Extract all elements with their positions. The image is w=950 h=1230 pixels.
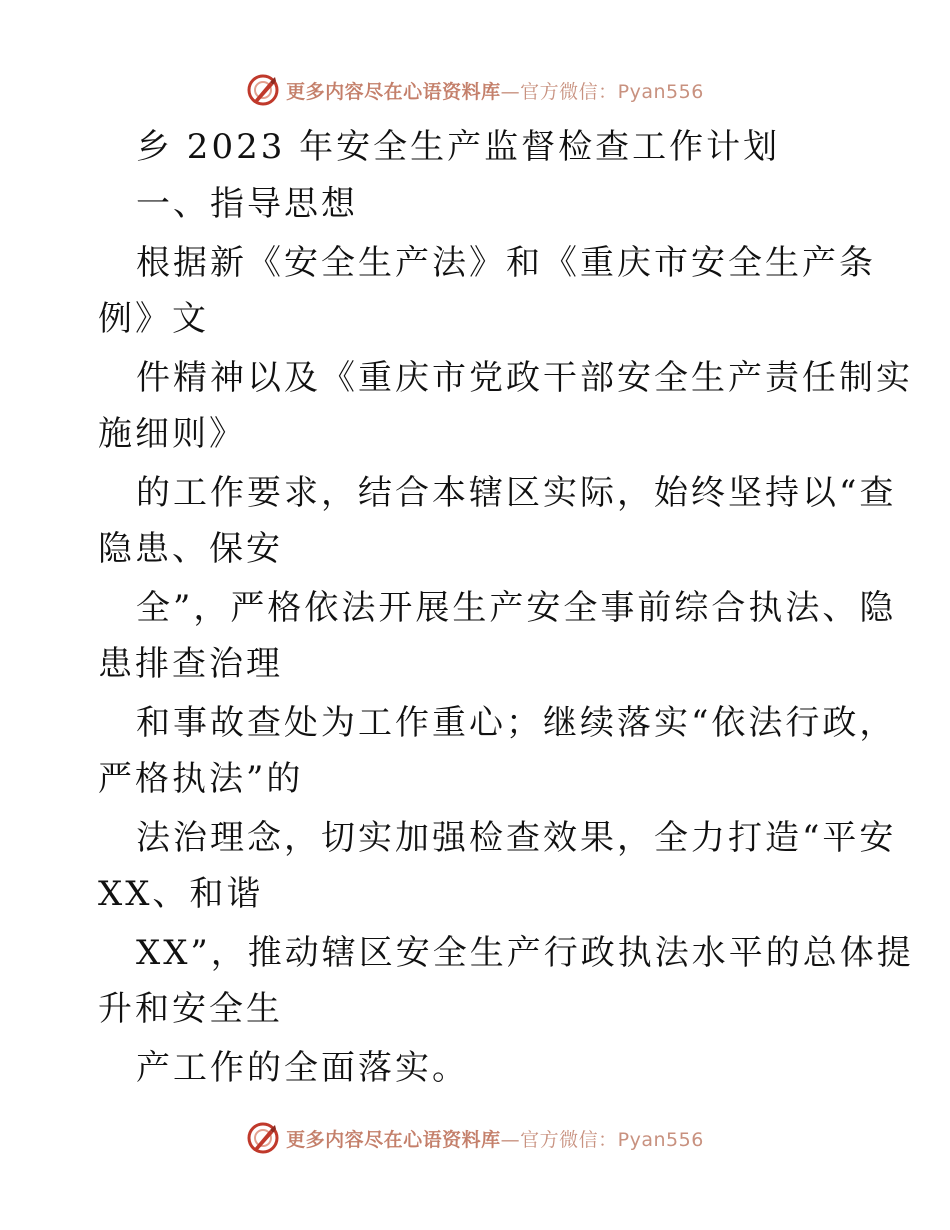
paragraph-line: 隐患、保安 <box>98 529 283 569</box>
paragraph-line: 例》文 <box>98 299 209 339</box>
watermark-top <box>0 70 950 110</box>
pen-logo-icon <box>246 73 280 107</box>
paragraph-line: 件精神以及《重庆市党政干部安全生产责任制实 <box>136 358 913 398</box>
paragraph-line: 全”，严格依法开展生产安全事前综合执法、隐 <box>136 588 897 628</box>
paragraph-line: 的工作要求，结合本辖区实际，始终坚持以“查 <box>136 473 897 513</box>
paragraph-line: 患排查治理 <box>98 644 283 684</box>
paragraph-line: 产工作的全面落实。 <box>136 1048 469 1088</box>
paragraph-line: 和事故查处为工作重心；继续落实“依法行政， <box>136 703 897 743</box>
paragraph-line: XX”，推动辖区安全生产行政执法水平的总体提 <box>136 933 914 973</box>
pen-logo-icon <box>246 1121 280 1155</box>
watermark-text: 更多内容尽在心语资料库—官方微信：Pyan556 <box>286 80 704 103</box>
paragraph-line: 严格执法”的 <box>98 759 304 799</box>
paragraph-line: 法治理念，切实加强检查效果，全力打造“平安 <box>136 818 897 858</box>
paragraph-line: 升和安全生 <box>98 989 283 1029</box>
watermark-text: 更多内容尽在心语资料库—官方微信：Pyan556 <box>286 1128 704 1151</box>
paragraph-line: 根据新《安全生产法》和《重庆市安全生产条 <box>136 243 876 283</box>
paragraph-line: 施细则》 <box>98 414 246 454</box>
paragraph-line: XX、和谐 <box>98 874 264 914</box>
section-heading: 一、指导思想 <box>136 184 358 224</box>
document-title: 乡 2023 年安全生产监督检查工作计划 <box>136 127 781 167</box>
watermark-bottom <box>0 1118 950 1158</box>
